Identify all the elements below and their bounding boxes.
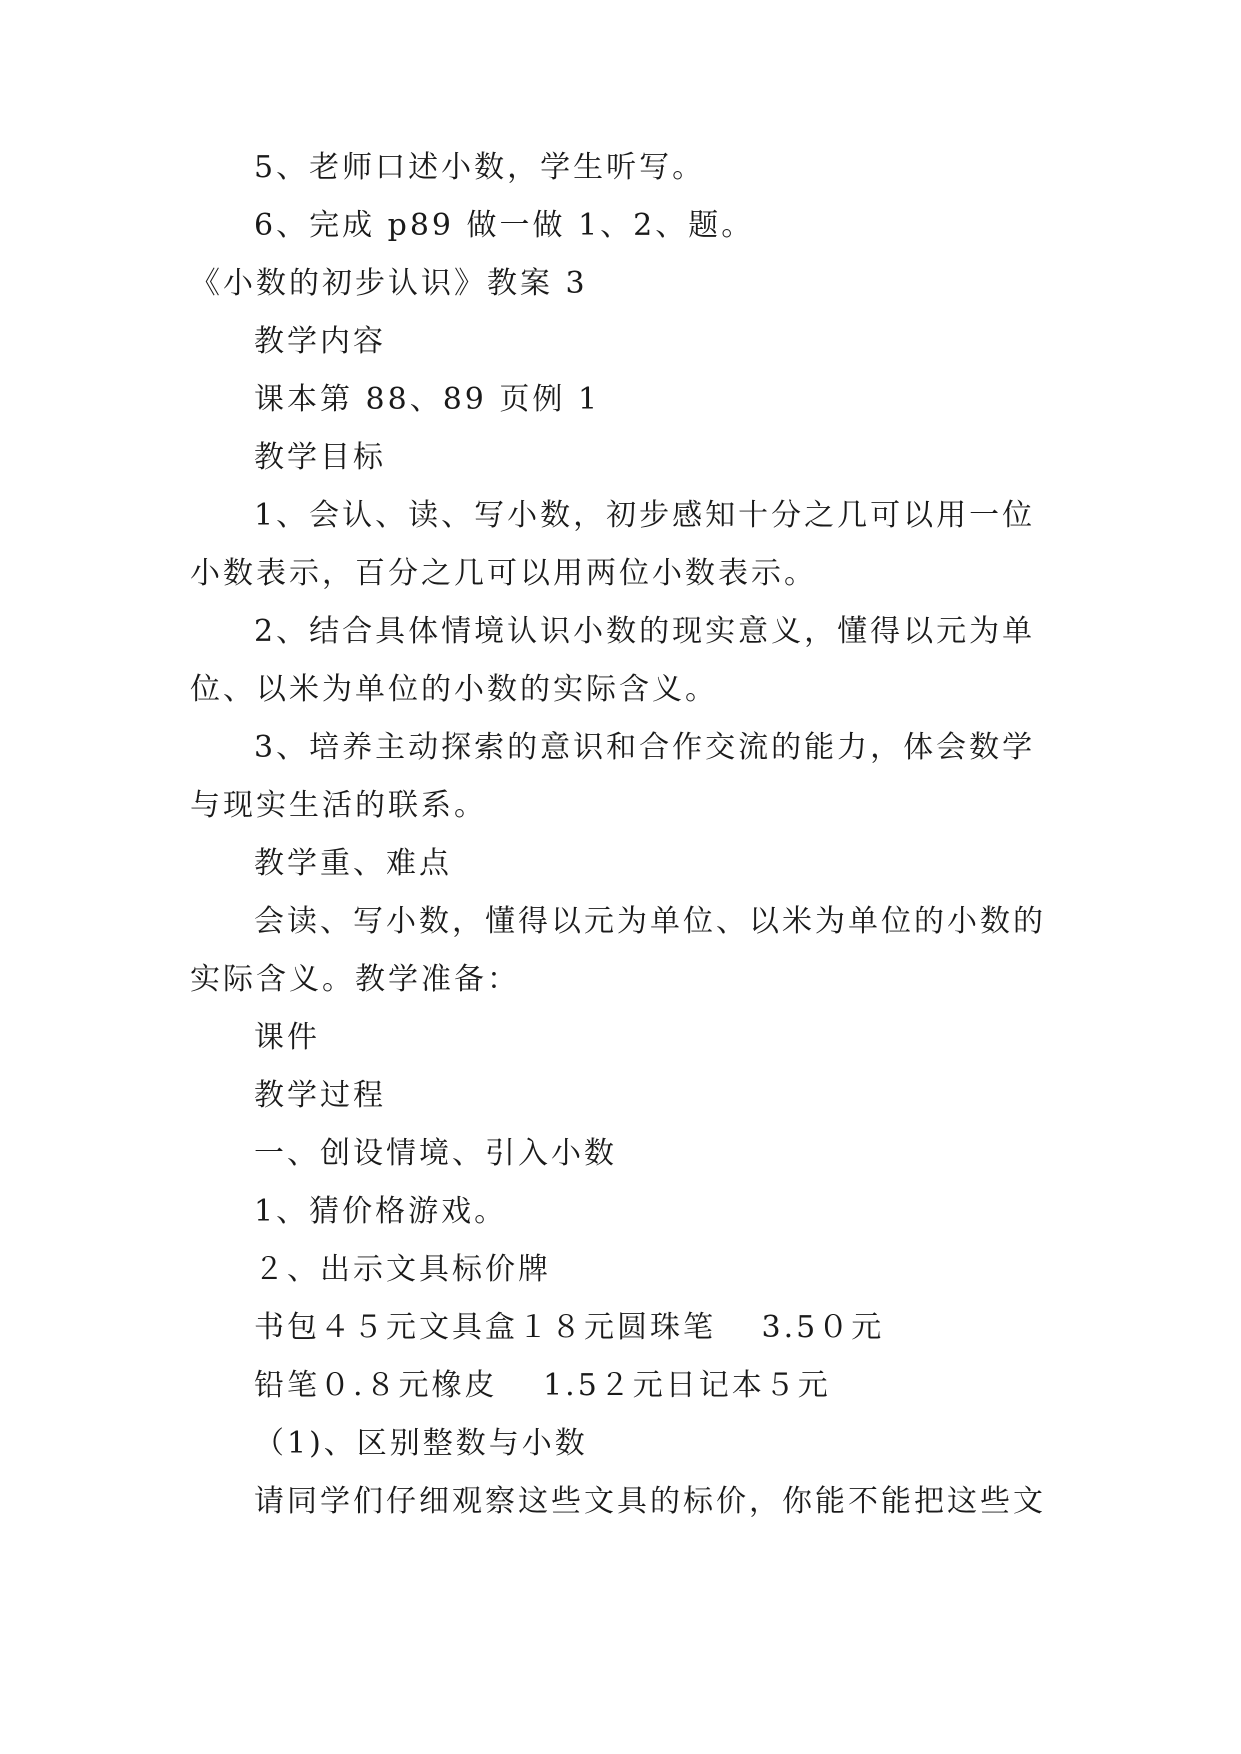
text-line: 课件 <box>254 1020 320 1055</box>
text-line: 会读、写小数，懂得以元为单位、以米为单位的小数的 <box>254 904 1046 939</box>
text-line: 与现实生活的联系。 <box>190 788 487 823</box>
text-line: 一、创设情境、引入小数 <box>254 1136 617 1171</box>
text-line: 教学内容 <box>254 324 386 359</box>
text-line: 6、完成 p89 做一做 1、2、题。 <box>254 208 755 243</box>
text-line: 1、猜价格游戏。 <box>254 1194 508 1229</box>
text-line: 教学目标 <box>254 440 386 475</box>
text-line: 5、老师口述小数，学生听写。 <box>254 150 706 185</box>
text-line: 课本第 88、89 页例 1 <box>254 382 601 417</box>
text-line: 2、结合具体情境认识小数的现实意义，懂得以元为单 <box>254 614 1036 649</box>
text-line: （1)、区别整数与小数 <box>254 1426 588 1461</box>
text-line: 铅笔０.８元橡皮 1.5２元日记本５元 <box>254 1368 831 1403</box>
section-title: 《小数的初步认识》教案 3 <box>190 266 588 301</box>
text-line: 教学重、难点 <box>254 846 452 881</box>
text-line: ２、出示文具标价牌 <box>254 1252 551 1287</box>
text-line: 实际含义。教学准备： <box>190 962 520 997</box>
text-line: 位、以米为单位的小数的实际含义。 <box>190 672 718 707</box>
text-line: 小数表示，百分之几可以用两位小数表示。 <box>190 556 817 591</box>
text-line: 3、培养主动探索的意识和合作交流的能力，体会数学 <box>254 730 1036 765</box>
text-line: 书包４５元文具盒１８元圆珠笔 3.5０元 <box>254 1310 885 1345</box>
text-line: 教学过程 <box>254 1078 386 1113</box>
text-line: 1、会认、读、写小数，初步感知十分之几可以用一位 <box>254 498 1036 533</box>
text-line: 请同学们仔细观察这些文具的标价，你能不能把这些文 <box>254 1484 1046 1519</box>
